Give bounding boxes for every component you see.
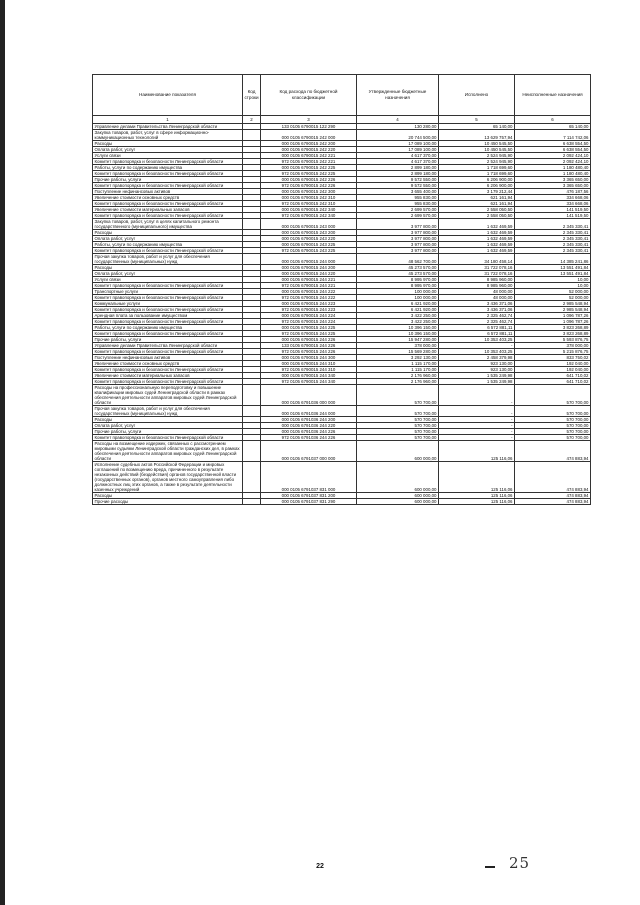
cell-done: 2 558 050,50 <box>439 207 515 213</box>
cell-done: 3 436 371,06 <box>439 307 515 313</box>
cell-name: Прочие работы, услуги <box>93 177 243 183</box>
cell-done: 10 450 545,50 <box>439 147 515 153</box>
cell-name: Работы, услуги по содержанию имущества <box>93 242 243 248</box>
cell-name: Управление делами Правительства Ленинградской области <box>93 124 243 130</box>
cell-approved: 17 089 100,00 <box>357 147 439 153</box>
cell-kbk: 000 0105 6790015 242 221 <box>261 153 357 159</box>
cell-kbk: 000 0105 6790015 244 225 <box>261 325 357 331</box>
cell-approved: 1 115 170,00 <box>357 367 439 373</box>
cell-name: Комитет правопорядка и безопасности Ленинградской области <box>93 283 243 289</box>
cell-done: 10 450 545,50 <box>439 141 515 147</box>
cell-left: 570 700,00 <box>515 429 591 435</box>
cell-approved: 100 000,00 <box>357 295 439 301</box>
cell-name: Работы, услуги по содержанию имущества <box>93 165 243 171</box>
cell-name: Работы, услуги по содержанию имущества <box>93 325 243 331</box>
cell-left: 141 519,50 <box>515 213 591 219</box>
column-number-row <box>93 116 591 124</box>
cell-kbk: 000 0105 6790015 242 200 <box>261 141 357 147</box>
cell-done: 34 180 458,14 <box>439 254 515 265</box>
cell-name: Комитет правопорядка и безопасности Ленинградской области <box>93 331 243 337</box>
cell-done: 125 116,06 <box>439 499 515 505</box>
cell-done: 1 632 469,59 <box>439 242 515 248</box>
cell-code <box>243 254 261 265</box>
cell-approved: 45 273 570,00 <box>357 271 439 277</box>
cell-approved: 15 569 280,00 <box>357 349 439 355</box>
table-row <box>93 441 591 462</box>
cell-kbk: 972 0105 6790015 242 310 <box>261 201 357 207</box>
column-number: 6 <box>515 116 591 124</box>
cell-left: 334 668,06 <box>515 195 591 201</box>
cell-approved: 4 617 370,00 <box>357 159 439 165</box>
cell-approved: 48 562 700,00 <box>357 254 439 265</box>
cell-left: 1 180 480,40 <box>515 171 591 177</box>
cell-left: 6 638 554,50 <box>515 141 591 147</box>
cell-name: Оплата работ, услуг <box>93 271 243 277</box>
cell-left: 570 700,00 <box>515 406 591 417</box>
cell-approved: 2 699 570,00 <box>357 207 439 213</box>
cell-name: Комитет правопорядка и безопасности Ленинградской области <box>93 213 243 219</box>
cell-approved: 6 421 920,00 <box>357 301 439 307</box>
cell-name: Поступление нефинансовых активов <box>93 355 243 361</box>
column-number: 4 <box>357 116 439 124</box>
cell-left: 570 700,00 <box>515 385 591 406</box>
cell-done: 31 722 078,16 <box>439 265 515 271</box>
cell-done: 125 116,06 <box>439 462 515 493</box>
cell-left: 474 883,94 <box>515 493 591 499</box>
cell-kbk: 000 0105 6790015 243 200 <box>261 230 357 236</box>
cell-code <box>243 462 261 493</box>
cell-name: Оплата работ, услуг <box>93 147 243 153</box>
cell-left: 378 000,00 <box>515 343 591 349</box>
cell-kbk: 972 0105 6790015 242 221 <box>261 159 357 165</box>
cell-left: 10,00 <box>515 277 591 283</box>
cell-name: Расходы <box>93 265 243 271</box>
cell-left: 641 710,02 <box>515 379 591 385</box>
cell-name: Комитет правопорядка и безопасности Ленинградской области <box>93 201 243 207</box>
cell-left: 5 215 876,75 <box>515 349 591 355</box>
cell-done: 6 572 881,11 <box>439 325 515 331</box>
cell-done: 125 116,06 <box>439 493 515 499</box>
cell-approved: 100 000,00 <box>357 289 439 295</box>
cell-kbk: 972 0105 6791036 244 226 <box>261 435 357 441</box>
cell-left: 13 551 491,84 <box>515 265 591 271</box>
cell-name: Расходы <box>93 141 243 147</box>
cell-done: 2 458 379,98 <box>439 355 515 361</box>
cell-done: 2 524 945,90 <box>439 159 515 165</box>
cell-done: 1 535 249,98 <box>439 379 515 385</box>
cell-kbk: 972 0105 6790015 244 340 <box>261 379 357 385</box>
table-row <box>93 406 591 417</box>
cell-left: 334 668,06 <box>515 201 591 207</box>
cell-kbk: 000 0105 6790015 243 225 <box>261 242 357 248</box>
cell-approved: 20 744 500,00 <box>357 130 439 141</box>
cell-left: 2 092 424,10 <box>515 153 591 159</box>
cell-done: 2 325 462,74 <box>439 313 515 319</box>
cell-name: Комитет правопорядка и безопасности Ленинградской области <box>93 159 243 165</box>
cell-kbk: 000 0105 6790015 242 220 <box>261 147 357 153</box>
cell-name: Комитет правопорядка и безопасности Ленинградской области <box>93 319 243 325</box>
cell-left: 2 345 330,41 <box>515 236 591 242</box>
cell-name: Закупка товаров, работ, услуг в целях капитального ремонта государственного (муниципального) имущества <box>93 219 243 230</box>
cell-approved: 3 977 800,00 <box>357 248 439 254</box>
cell-done: 10 353 403,25 <box>439 349 515 355</box>
cell-done: - <box>439 429 515 435</box>
scan-border <box>0 0 5 905</box>
cell-done: 1 632 469,59 <box>439 219 515 230</box>
cell-left: 6 638 554,50 <box>515 147 591 153</box>
cell-name: Комитет правопорядка и безопасности Ленинградской области <box>93 435 243 441</box>
cell-approved: 2 899 180,00 <box>357 171 439 177</box>
cell-code <box>243 385 261 406</box>
cell-left: 570 700,00 <box>515 423 591 429</box>
cell-kbk: 000 0105 6790015 244 221 <box>261 277 357 283</box>
cell-kbk: 972 0105 6790015 242 340 <box>261 213 357 219</box>
cell-left: 474 883,94 <box>515 441 591 462</box>
cell-kbk: 000 0105 6791036 244 000 <box>261 406 357 417</box>
cell-name: Увеличение стоимости основных средств <box>93 195 243 201</box>
cell-kbk: 000 0105 6790015 244 222 <box>261 289 357 295</box>
cell-approved: 600 000,00 <box>357 441 439 462</box>
cell-left: 2 345 330,41 <box>515 242 591 248</box>
cell-approved: 3 977 800,00 <box>357 230 439 236</box>
cell-kbk: 000 0105 6791036 244 200 <box>261 417 357 423</box>
cell-left: 641 710,02 <box>515 373 591 379</box>
cell-approved: 15 947 280,00 <box>357 337 439 343</box>
cell-name: Поступление нефинансовых активов <box>93 189 243 195</box>
cell-approved: 600 000,00 <box>357 493 439 499</box>
cell-done: 2 325 462,74 <box>439 319 515 325</box>
header-approved: Утвержденные бюджетные назначения <box>357 75 439 116</box>
cell-done: 48 000,00 <box>439 295 515 301</box>
table-row <box>93 219 591 230</box>
cell-name: Комитет правопорядка и безопасности Ленинградской области <box>93 367 243 373</box>
cell-kbk: 972 0105 6790015 244 226 <box>261 349 357 355</box>
table-row <box>93 254 591 265</box>
column-number: 1 <box>93 116 243 124</box>
cell-approved: 378 000,00 <box>357 343 439 349</box>
cell-left: 3 365 650,00 <box>515 177 591 183</box>
cell-left: 192 040,00 <box>515 367 591 373</box>
cell-code <box>243 219 261 230</box>
cell-name: Прочие расходы <box>93 499 243 505</box>
cell-approved: 3 977 800,00 <box>357 219 439 230</box>
cell-approved: 600 000,00 <box>357 462 439 493</box>
cell-name: Расходы на профессиональную переподготовку и повышение квалификации мировых судей Ленинградской области в рамках обеспечения деятельности аппаратов мировых судей Ленинградской области <box>93 385 243 406</box>
expenditure-table <box>92 74 591 505</box>
cell-approved: 3 977 800,00 <box>357 242 439 248</box>
cell-approved: 8 995 970,00 <box>357 277 439 283</box>
table-body <box>93 124 591 505</box>
cell-code <box>243 499 261 505</box>
cell-approved: 570 700,00 <box>357 435 439 441</box>
cell-name: Расходы <box>93 493 243 499</box>
cell-done: 2 524 945,90 <box>439 153 515 159</box>
cell-done: 1 632 469,59 <box>439 230 515 236</box>
cell-code <box>243 406 261 417</box>
cell-kbk: 000 0105 6790015 244 300 <box>261 355 357 361</box>
cell-approved: 600 000,00 <box>357 499 439 505</box>
cell-code <box>243 441 261 462</box>
cell-done: 8 985 960,00 <box>439 283 515 289</box>
cell-done: 1 718 699,60 <box>439 171 515 177</box>
cell-kbk: 000 0105 6791037 000 000 <box>261 441 357 462</box>
cell-name: Комитет правопорядка и безопасности Ленинградской области <box>93 307 243 313</box>
cell-kbk: 972 0105 6790015 242 225 <box>261 171 357 177</box>
cell-approved: 17 089 100,00 <box>357 141 439 147</box>
page-number: 22 <box>316 863 324 870</box>
cell-approved: 10 396 150,00 <box>357 325 439 331</box>
cell-kbk: 972 0105 6790015 244 221 <box>261 283 357 289</box>
cell-kbk: 972 0105 6790015 244 222 <box>261 295 357 301</box>
cell-left: 14 385 241,86 <box>515 254 591 265</box>
cell-left: 3 365 650,00 <box>515 183 591 189</box>
cell-left: 2 345 330,41 <box>515 230 591 236</box>
table-row <box>93 130 591 141</box>
cell-name: Комитет правопорядка и безопасности Ленинградской области <box>93 379 243 385</box>
cell-approved: 10 396 150,00 <box>357 331 439 337</box>
cell-left: 13 551 491,84 <box>515 271 591 277</box>
cell-approved: 4 617 370,00 <box>357 153 439 159</box>
cell-done: 31 722 078,16 <box>439 271 515 277</box>
column-number: 2 <box>243 116 261 124</box>
cell-left: 476 187,56 <box>515 189 591 195</box>
cell-left: 2 345 330,41 <box>515 248 591 254</box>
cell-name: Прочие работы, услуги <box>93 337 243 343</box>
cell-left: 833 750,02 <box>515 355 591 361</box>
cell-kbk: 972 0105 6790015 244 310 <box>261 367 357 373</box>
cell-approved: 3 655 400,00 <box>357 189 439 195</box>
cell-name: Исполнение судебных актов Российской Федерации и мировых соглашений по возмещению вреда, причиненного в результате незаконных действий (бездействия) органов государственной власти (государственных органов), органов местного самоуправления либо должностных лиц этих органов, а также в результате деятельности казенных учреждений <box>93 462 243 493</box>
cell-name: Расходы на возмещение издержек, связанных с рассмотрением мировыми судьями Ленинградской области гражданских дел, в рамках обеспечения деятельности аппаратов мировых судей Ленинградской области <box>93 441 243 462</box>
cell-approved: 3 977 800,00 <box>357 236 439 242</box>
cell-done: 6 206 900,00 <box>439 183 515 189</box>
cell-name: Услуги связи <box>93 277 243 283</box>
cell-name: Закупка товаров, работ, услуг в сфере информационно-коммуникационных технологий <box>93 130 243 141</box>
cell-approved: 9 572 550,00 <box>357 177 439 183</box>
cell-left: 474 883,94 <box>515 499 591 505</box>
cell-done: - <box>439 417 515 423</box>
cell-approved: 6 421 920,00 <box>357 307 439 313</box>
cell-approved: 9 572 550,00 <box>357 183 439 189</box>
cell-approved: 570 700,00 <box>357 406 439 417</box>
cell-name: Комитет правопорядка и безопасности Ленинградской области <box>93 295 243 301</box>
cell-kbk: 000 0105 6790015 244 220 <box>261 271 357 277</box>
cell-done: - <box>439 406 515 417</box>
cell-left: 65 140,00 <box>515 124 591 130</box>
cell-kbk: 000 0105 6791036 244 226 <box>261 429 357 435</box>
cell-kbk: 972 0105 6790015 242 226 <box>261 183 357 189</box>
cell-done: 621 161,94 <box>439 195 515 201</box>
cell-approved: 45 273 570,00 <box>357 265 439 271</box>
cell-kbk: 133 0105 6790015 122 290 <box>261 124 357 130</box>
cell-done: 8 985 960,00 <box>439 277 515 283</box>
cell-kbk: 000 0105 6790015 244 223 <box>261 301 357 307</box>
cell-name: Комитет правопорядка и безопасности Ленинградской области <box>93 183 243 189</box>
cell-name: Управление делами Правительства Ленинградской области <box>93 343 243 349</box>
cell-name: Увеличение стоимости материальных запасов <box>93 207 243 213</box>
cell-kbk: 000 0105 6790015 242 000 <box>261 130 357 141</box>
header-kbk: Код расхода по бюджетной классификации <box>261 75 357 116</box>
cell-name: Арендная плата за пользование имуществом <box>93 313 243 319</box>
cell-left: 5 593 876,75 <box>515 337 591 343</box>
cell-kbk: 000 0105 6790015 242 310 <box>261 195 357 201</box>
cell-left: 1 180 480,40 <box>515 165 591 171</box>
cell-left: 570 700,00 <box>515 417 591 423</box>
cell-done: 65 140,00 <box>439 124 515 130</box>
cell-kbk: 000 0105 6790015 242 300 <box>261 189 357 195</box>
cell-done: 6 206 900,00 <box>439 177 515 183</box>
cell-approved: 570 700,00 <box>357 385 439 406</box>
handwritten-page-mark: 25 <box>509 854 531 872</box>
header-done: Исполнено <box>439 75 515 116</box>
cell-done: 621 161,94 <box>439 201 515 207</box>
cell-kbk: 000 0105 6790015 242 225 <box>261 165 357 171</box>
cell-kbk: 000 0105 6790015 244 224 <box>261 313 357 319</box>
table-row <box>93 499 591 505</box>
cell-approved: 570 700,00 <box>357 417 439 423</box>
header-left: Неисполненные назначения <box>515 75 591 116</box>
cell-kbk: 000 0105 6791036 244 220 <box>261 423 357 429</box>
cell-kbk: 972 0105 6790015 243 225 <box>261 248 357 254</box>
cell-approved: 2 176 960,00 <box>357 373 439 379</box>
cell-kbk: 000 0105 6790015 242 226 <box>261 177 357 183</box>
cell-name: Услуги связи <box>93 153 243 159</box>
cell-done: 10 353 403,25 <box>439 337 515 343</box>
cell-name: Увеличение стоимости материальных запасов <box>93 373 243 379</box>
cell-code <box>243 130 261 141</box>
cell-kbk: 000 0105 6791037 831 200 <box>261 493 357 499</box>
cell-name: Комитет правопорядка и безопасности Ленинградской области <box>93 248 243 254</box>
table-row <box>93 385 591 406</box>
cell-name: Расходы <box>93 417 243 423</box>
cell-done: 1 632 469,59 <box>439 236 515 242</box>
cell-name: Транспортные услуги <box>93 289 243 295</box>
cell-left: 141 519,50 <box>515 207 591 213</box>
cell-approved: 955 830,00 <box>357 201 439 207</box>
cell-left: 10,00 <box>515 283 591 289</box>
cell-approved: 3 422 250,00 <box>357 319 439 325</box>
cell-kbk: 133 0105 6790015 244 226 <box>261 343 357 349</box>
cell-done: - <box>439 435 515 441</box>
cell-approved: 570 700,00 <box>357 429 439 435</box>
cell-kbk: 000 0105 6791036 000 000 <box>261 385 357 406</box>
cell-left: 2 985 548,94 <box>515 301 591 307</box>
cell-done: - <box>439 343 515 349</box>
cell-name: Комитет правопорядка и безопасности Ленинградской области <box>93 349 243 355</box>
cell-left: 2 985 548,94 <box>515 307 591 313</box>
cell-name: Оплата работ, услуг <box>93 236 243 242</box>
cell-done: 1 535 249,98 <box>439 373 515 379</box>
cell-kbk: 000 0105 6790015 243 220 <box>261 236 357 242</box>
cell-left: 52 000,00 <box>515 289 591 295</box>
cell-kbk: 000 0105 6790015 243 000 <box>261 219 357 230</box>
cell-approved: 2 699 570,00 <box>357 213 439 219</box>
cell-kbk: 000 0105 6790015 244 226 <box>261 337 357 343</box>
cell-done: 923 130,00 <box>439 367 515 373</box>
cell-name: Оплата работ, услуг <box>93 423 243 429</box>
table-header-row <box>93 75 591 116</box>
cell-left: 2 092 424,10 <box>515 159 591 165</box>
cell-approved: 570 700,00 <box>357 423 439 429</box>
cell-done: 3 179 212,44 <box>439 189 515 195</box>
cell-done: 13 629 757,94 <box>439 130 515 141</box>
cell-name: Коммунальные услуги <box>93 301 243 307</box>
cell-kbk: 000 0105 6790015 242 340 <box>261 207 357 213</box>
cell-done: 3 436 371,06 <box>439 301 515 307</box>
header-name: Наименование показателя <box>93 75 243 116</box>
cell-left: 7 114 742,06 <box>515 130 591 141</box>
cell-left: 1 096 787,26 <box>515 313 591 319</box>
cell-done: 923 130,00 <box>439 361 515 367</box>
cell-approved: 3 422 250,00 <box>357 313 439 319</box>
cell-kbk: 000 0105 6790015 244 000 <box>261 254 357 265</box>
cell-approved: 955 830,00 <box>357 195 439 201</box>
cell-kbk: 000 0105 6790015 244 310 <box>261 361 357 367</box>
cell-kbk: 000 0105 6790015 244 340 <box>261 373 357 379</box>
cell-name: Прочая закупка товаров, работ и услуг для обеспечения государственных (муниципальных) нужд <box>93 254 243 265</box>
cell-left: 2 345 330,41 <box>515 219 591 230</box>
cell-approved: 1 115 170,00 <box>357 361 439 367</box>
header-code: Код строки <box>243 75 261 116</box>
cell-done: 6 572 881,11 <box>439 331 515 337</box>
table-row <box>93 462 591 493</box>
cell-left: 192 040,00 <box>515 361 591 367</box>
cell-name: Прочие работы, услуги <box>93 429 243 435</box>
cell-done: 1 718 699,60 <box>439 165 515 171</box>
column-number: 3 <box>261 116 357 124</box>
cell-left: 3 823 268,89 <box>515 331 591 337</box>
cell-approved: 2 899 180,00 <box>357 165 439 171</box>
cell-approved: 8 995 970,00 <box>357 283 439 289</box>
cell-approved: 2 176 960,00 <box>357 379 439 385</box>
column-number: 5 <box>439 116 515 124</box>
cell-kbk: 972 0105 6790015 244 225 <box>261 331 357 337</box>
cell-kbk: 000 0105 6791037 831 290 <box>261 499 357 505</box>
cell-done: 125 116,06 <box>439 441 515 462</box>
cell-name: Расходы <box>93 230 243 236</box>
cell-approved: 130 280,00 <box>357 124 439 130</box>
cell-kbk: 972 0105 6790015 244 224 <box>261 319 357 325</box>
cell-kbk: 972 0105 6790015 244 223 <box>261 307 357 313</box>
cell-approved: 3 292 130,00 <box>357 355 439 361</box>
cell-done: 1 632 469,59 <box>439 248 515 254</box>
cell-name: Прочая закупка товаров, работ и услуг для обеспечения государственных (муниципальных) нужд <box>93 406 243 417</box>
cell-left: 52 000,00 <box>515 295 591 301</box>
cell-done: - <box>439 423 515 429</box>
cell-left: 3 823 268,89 <box>515 325 591 331</box>
cell-kbk: 000 0105 6790015 244 200 <box>261 265 357 271</box>
cell-left: 570 700,00 <box>515 435 591 441</box>
cell-left: 1 096 787,26 <box>515 319 591 325</box>
cell-done: - <box>439 385 515 406</box>
cell-done: 2 558 050,50 <box>439 213 515 219</box>
cell-done: 48 000,00 <box>439 289 515 295</box>
cell-kbk: 000 0105 6791037 831 000 <box>261 462 357 493</box>
cell-name: Увеличение стоимости основных средств <box>93 361 243 367</box>
cell-name: Комитет правопорядка и безопасности Ленинградской области <box>93 171 243 177</box>
cell-left: 474 883,94 <box>515 462 591 493</box>
